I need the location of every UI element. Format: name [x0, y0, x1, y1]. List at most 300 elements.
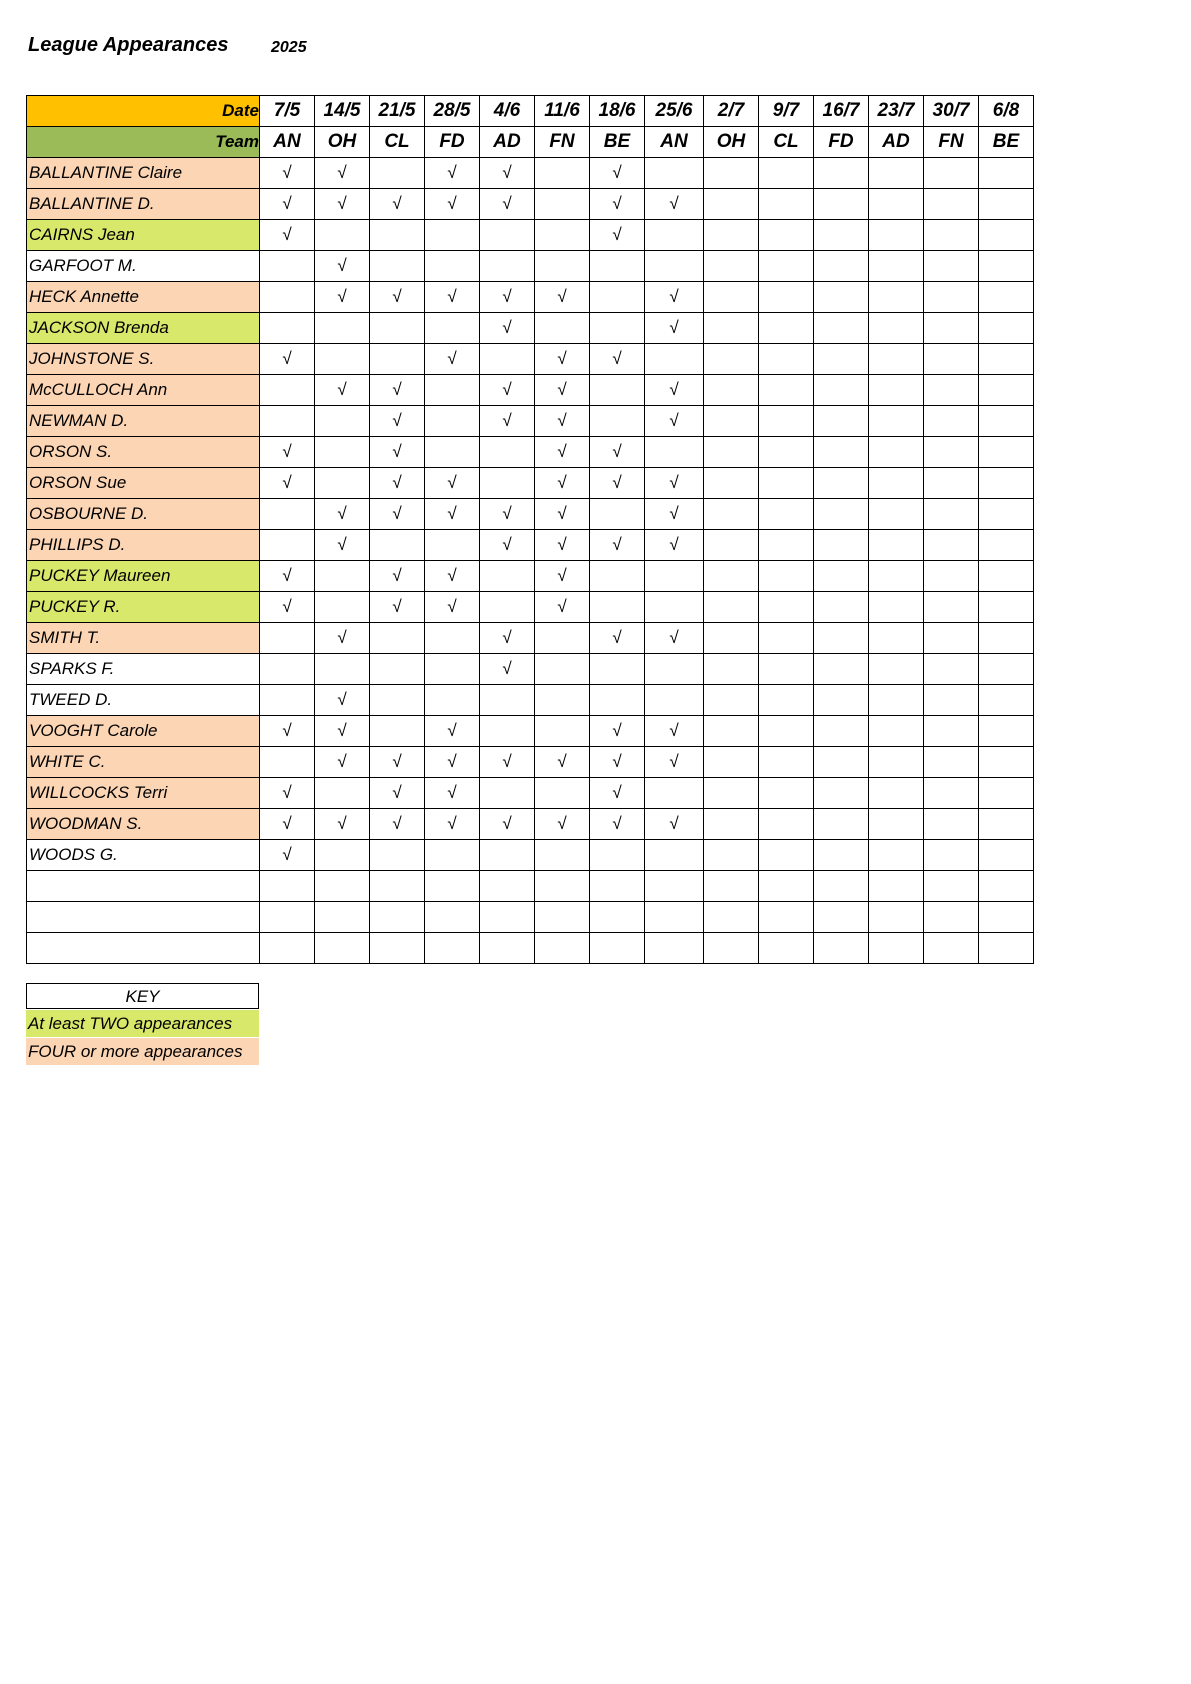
- appearance-empty: [924, 747, 979, 778]
- appearance-empty: [924, 561, 979, 592]
- appearance-empty: [260, 685, 315, 716]
- appearance-empty: [480, 220, 535, 251]
- appearance-tick: √: [260, 778, 315, 809]
- appearance-empty: [814, 716, 869, 747]
- key-four-appearances: FOUR or more appearances: [26, 1038, 259, 1065]
- appearance-tick: √: [370, 375, 425, 406]
- appearance-empty: [979, 840, 1034, 871]
- appearance-empty: [425, 654, 480, 685]
- appearance-empty: [704, 437, 759, 468]
- appearance-tick: √: [425, 344, 480, 375]
- player-row: [27, 685, 1034, 716]
- team-cell: BE: [979, 127, 1034, 158]
- appearance-tick: √: [425, 592, 480, 623]
- appearance-tick: √: [535, 530, 590, 561]
- player-name: PHILLIPS D.: [27, 530, 260, 561]
- appearance-empty: [645, 902, 704, 933]
- player-row: [27, 623, 1034, 654]
- player-row: [27, 747, 1034, 778]
- appearance-empty: [814, 282, 869, 313]
- appearance-tick: √: [480, 375, 535, 406]
- player-name: TWEED D.: [27, 685, 260, 716]
- appearance-tick: √: [425, 809, 480, 840]
- appearance-empty: [370, 716, 425, 747]
- appearance-empty: [759, 809, 814, 840]
- player-name: CAIRNS Jean: [27, 220, 260, 251]
- appearance-empty: [645, 840, 704, 871]
- player-name: SPARKS F.: [27, 654, 260, 685]
- appearance-empty: [924, 871, 979, 902]
- player-row: [27, 406, 1034, 437]
- appearance-empty: [814, 933, 869, 964]
- appearance-empty: [315, 468, 370, 499]
- appearance-empty: [590, 685, 645, 716]
- appearance-empty: [315, 220, 370, 251]
- appearance-empty: [480, 933, 535, 964]
- appearance-empty: [869, 220, 924, 251]
- appearance-empty: [704, 313, 759, 344]
- appearance-empty: [979, 592, 1034, 623]
- appearance-empty: [814, 468, 869, 499]
- appearance-empty: [924, 468, 979, 499]
- appearance-empty: [645, 654, 704, 685]
- appearance-empty: [645, 778, 704, 809]
- appearance-empty: [924, 344, 979, 375]
- appearance-empty: [979, 747, 1034, 778]
- appearance-empty: [869, 809, 924, 840]
- appearance-empty: [814, 654, 869, 685]
- appearance-tick: √: [260, 840, 315, 871]
- team-cell: AN: [645, 127, 704, 158]
- appearance-tick: √: [590, 344, 645, 375]
- appearance-tick: √: [260, 716, 315, 747]
- appearance-empty: [979, 282, 1034, 313]
- appearance-empty: [979, 220, 1034, 251]
- appearance-empty: [590, 251, 645, 282]
- appearance-empty: [814, 189, 869, 220]
- appearance-tick: √: [260, 809, 315, 840]
- appearance-tick: √: [645, 313, 704, 344]
- player-row: [27, 778, 1034, 809]
- appearance-empty: [924, 158, 979, 189]
- appearance-empty: [869, 251, 924, 282]
- date-label: Date: [27, 96, 260, 127]
- appearance-empty: [979, 313, 1034, 344]
- appearance-empty: [869, 592, 924, 623]
- appearance-tick: √: [480, 282, 535, 313]
- appearance-empty: [370, 158, 425, 189]
- appearance-tick: √: [425, 189, 480, 220]
- appearance-tick: √: [480, 809, 535, 840]
- appearance-empty: [704, 375, 759, 406]
- player-row: [27, 716, 1034, 747]
- appearance-empty: [704, 840, 759, 871]
- appearance-empty: [814, 809, 869, 840]
- appearance-empty: [759, 158, 814, 189]
- date-cell: 7/5: [260, 96, 315, 127]
- player-name: WOODS G.: [27, 840, 260, 871]
- appearance-empty: [924, 251, 979, 282]
- appearance-empty: [869, 344, 924, 375]
- team-cell: BE: [590, 127, 645, 158]
- appearance-empty: [590, 933, 645, 964]
- appearance-empty: [704, 406, 759, 437]
- appearance-empty: [590, 902, 645, 933]
- player-row: [27, 282, 1034, 313]
- appearance-empty: [535, 871, 590, 902]
- date-cell: 4/6: [480, 96, 535, 127]
- appearance-tick: √: [370, 592, 425, 623]
- team-cell: FD: [425, 127, 480, 158]
- appearance-empty: [590, 561, 645, 592]
- year-label: 2025: [271, 39, 307, 56]
- appearance-empty: [370, 344, 425, 375]
- appearance-empty: [480, 561, 535, 592]
- appearance-empty: [759, 468, 814, 499]
- appearance-empty: [759, 778, 814, 809]
- player-name: [27, 902, 260, 933]
- player-row: [27, 468, 1034, 499]
- appearance-empty: [759, 499, 814, 530]
- appearance-empty: [759, 747, 814, 778]
- appearance-empty: [759, 685, 814, 716]
- appearance-empty: [869, 282, 924, 313]
- appearance-empty: [979, 716, 1034, 747]
- appearance-tick: √: [315, 530, 370, 561]
- appearance-empty: [535, 189, 590, 220]
- appearance-empty: [924, 530, 979, 561]
- appearance-empty: [425, 220, 480, 251]
- appearance-empty: [645, 592, 704, 623]
- appearance-empty: [924, 406, 979, 437]
- appearance-empty: [535, 220, 590, 251]
- player-row: [27, 809, 1034, 840]
- player-name: VOOGHT Carole: [27, 716, 260, 747]
- appearance-tick: √: [480, 623, 535, 654]
- appearance-empty: [869, 561, 924, 592]
- appearance-empty: [979, 902, 1034, 933]
- appearance-empty: [315, 654, 370, 685]
- appearance-empty: [260, 871, 315, 902]
- appearance-empty: [814, 902, 869, 933]
- appearance-empty: [924, 437, 979, 468]
- appearance-empty: [315, 902, 370, 933]
- appearance-tick: √: [590, 189, 645, 220]
- appearance-tick: √: [480, 654, 535, 685]
- appearance-empty: [869, 685, 924, 716]
- appearance-empty: [869, 437, 924, 468]
- appearance-empty: [370, 840, 425, 871]
- appearance-empty: [480, 344, 535, 375]
- appearance-empty: [535, 623, 590, 654]
- player-name: BALLANTINE D.: [27, 189, 260, 220]
- player-row: [27, 840, 1034, 871]
- appearance-empty: [645, 220, 704, 251]
- appearance-empty: [590, 871, 645, 902]
- appearance-empty: [315, 344, 370, 375]
- appearance-tick: √: [370, 778, 425, 809]
- appearance-empty: [704, 530, 759, 561]
- appearance-tick: √: [370, 406, 425, 437]
- appearance-empty: [759, 871, 814, 902]
- appearance-tick: √: [645, 499, 704, 530]
- appearance-empty: [869, 840, 924, 871]
- appearance-empty: [979, 189, 1034, 220]
- appearance-empty: [260, 530, 315, 561]
- appearance-empty: [370, 871, 425, 902]
- appearance-empty: [315, 933, 370, 964]
- appearance-tick: √: [535, 561, 590, 592]
- appearance-empty: [260, 313, 315, 344]
- player-name: PUCKEY R.: [27, 592, 260, 623]
- appearance-empty: [535, 654, 590, 685]
- team-cell: AD: [869, 127, 924, 158]
- appearance-empty: [869, 530, 924, 561]
- date-cell: 9/7: [759, 96, 814, 127]
- appearance-empty: [370, 251, 425, 282]
- player-name: [27, 871, 260, 902]
- appearance-tick: √: [535, 344, 590, 375]
- appearance-tick: √: [425, 468, 480, 499]
- appearance-empty: [645, 158, 704, 189]
- appearance-tick: √: [590, 158, 645, 189]
- appearance-tick: √: [315, 623, 370, 654]
- appearance-empty: [814, 561, 869, 592]
- appearance-empty: [924, 592, 979, 623]
- appearance-empty: [260, 654, 315, 685]
- key-two-appearances: At least TWO appearances: [26, 1010, 259, 1037]
- appearance-empty: [979, 344, 1034, 375]
- appearance-empty: [869, 778, 924, 809]
- appearance-empty: [315, 840, 370, 871]
- appearance-empty: [645, 933, 704, 964]
- appearance-empty: [759, 561, 814, 592]
- team-cell: AD: [480, 127, 535, 158]
- appearance-empty: [924, 840, 979, 871]
- appearance-empty: [924, 933, 979, 964]
- appearance-empty: [704, 685, 759, 716]
- appearance-empty: [704, 654, 759, 685]
- appearance-empty: [869, 313, 924, 344]
- appearance-empty: [480, 592, 535, 623]
- appearance-empty: [370, 623, 425, 654]
- appearance-empty: [704, 251, 759, 282]
- appearance-empty: [704, 747, 759, 778]
- appearance-tick: √: [645, 716, 704, 747]
- appearance-tick: √: [260, 344, 315, 375]
- appearance-tick: √: [645, 530, 704, 561]
- appearance-tick: √: [370, 282, 425, 313]
- appearance-empty: [480, 902, 535, 933]
- appearance-empty: [370, 313, 425, 344]
- appearance-empty: [260, 406, 315, 437]
- appearance-empty: [645, 561, 704, 592]
- appearance-empty: [704, 716, 759, 747]
- appearance-empty: [979, 809, 1034, 840]
- appearance-tick: √: [535, 437, 590, 468]
- appearance-empty: [704, 220, 759, 251]
- appearance-empty: [759, 716, 814, 747]
- appearance-empty: [924, 499, 979, 530]
- appearance-tick: √: [425, 716, 480, 747]
- appearance-empty: [590, 592, 645, 623]
- appearance-empty: [924, 375, 979, 406]
- appearance-empty: [924, 623, 979, 654]
- appearance-empty: [704, 561, 759, 592]
- appearance-tick: √: [645, 747, 704, 778]
- appearance-empty: [869, 189, 924, 220]
- appearance-tick: √: [315, 189, 370, 220]
- player-name: GARFOOT M.: [27, 251, 260, 282]
- player-name: BALLANTINE Claire: [27, 158, 260, 189]
- appearance-empty: [480, 251, 535, 282]
- player-row: [27, 220, 1034, 251]
- player-name: OSBOURNE D.: [27, 499, 260, 530]
- appearance-empty: [704, 933, 759, 964]
- appearance-tick: √: [315, 499, 370, 530]
- appearance-empty: [924, 654, 979, 685]
- page-title: League Appearances: [28, 34, 229, 56]
- appearance-empty: [535, 778, 590, 809]
- appearance-tick: √: [590, 220, 645, 251]
- appearance-empty: [759, 313, 814, 344]
- player-row: [27, 189, 1034, 220]
- appearance-empty: [535, 158, 590, 189]
- appearance-empty: [979, 871, 1034, 902]
- date-cell: 25/6: [645, 96, 704, 127]
- date-cell: 18/6: [590, 96, 645, 127]
- appearance-empty: [425, 902, 480, 933]
- appearance-tick: √: [590, 747, 645, 778]
- appearance-empty: [814, 499, 869, 530]
- appearance-tick: √: [590, 623, 645, 654]
- appearance-empty: [759, 282, 814, 313]
- appearance-tick: √: [260, 592, 315, 623]
- appearance-empty: [370, 685, 425, 716]
- appearance-tick: √: [590, 778, 645, 809]
- appearance-tick: √: [535, 406, 590, 437]
- appearance-empty: [979, 654, 1034, 685]
- appearance-tick: √: [370, 468, 425, 499]
- appearance-empty: [759, 437, 814, 468]
- appearance-tick: √: [535, 747, 590, 778]
- appearance-empty: [704, 189, 759, 220]
- appearance-empty: [425, 313, 480, 344]
- key-title: KEY: [26, 983, 259, 1009]
- date-cell: 11/6: [535, 96, 590, 127]
- appearance-tick: √: [535, 499, 590, 530]
- player-row: [27, 251, 1034, 282]
- appearance-tick: √: [590, 809, 645, 840]
- appearance-empty: [535, 902, 590, 933]
- player-name: SMITH T.: [27, 623, 260, 654]
- appearance-empty: [370, 902, 425, 933]
- appearance-empty: [924, 809, 979, 840]
- appearance-tick: √: [590, 437, 645, 468]
- appearance-empty: [425, 530, 480, 561]
- appearance-empty: [759, 530, 814, 561]
- team-cell: FD: [814, 127, 869, 158]
- appearance-empty: [869, 902, 924, 933]
- appearance-empty: [979, 530, 1034, 561]
- appearance-empty: [535, 685, 590, 716]
- appearance-empty: [814, 592, 869, 623]
- appearance-empty: [979, 251, 1034, 282]
- team-header-row: [27, 127, 1034, 158]
- appearance-tick: √: [370, 437, 425, 468]
- appearance-empty: [869, 623, 924, 654]
- appearance-tick: √: [425, 158, 480, 189]
- appearance-empty: [979, 561, 1034, 592]
- appearance-empty: [260, 499, 315, 530]
- player-name: HECK Annette: [27, 282, 260, 313]
- date-header-row: [27, 96, 1034, 127]
- team-cell: FN: [924, 127, 979, 158]
- appearance-tick: √: [535, 282, 590, 313]
- team-cell: CL: [370, 127, 425, 158]
- appearance-empty: [979, 933, 1034, 964]
- appearance-tick: √: [535, 809, 590, 840]
- date-cell: 16/7: [814, 96, 869, 127]
- appearance-tick: √: [645, 468, 704, 499]
- appearance-tick: √: [535, 592, 590, 623]
- appearance-empty: [370, 933, 425, 964]
- appearance-empty: [480, 840, 535, 871]
- appearance-empty: [535, 716, 590, 747]
- appearance-empty: [645, 251, 704, 282]
- player-row: [27, 561, 1034, 592]
- appearance-empty: [704, 871, 759, 902]
- appearance-tick: √: [260, 220, 315, 251]
- appearance-empty: [315, 437, 370, 468]
- appearance-empty: [645, 344, 704, 375]
- appearance-tick: √: [370, 189, 425, 220]
- date-cell: 30/7: [924, 96, 979, 127]
- team-cell: FN: [535, 127, 590, 158]
- appearance-empty: [869, 747, 924, 778]
- appearance-empty: [814, 344, 869, 375]
- appearance-tick: √: [370, 499, 425, 530]
- appearance-empty: [869, 468, 924, 499]
- player-row: [27, 499, 1034, 530]
- appearance-tick: √: [260, 468, 315, 499]
- appearance-empty: [704, 592, 759, 623]
- appearance-empty: [924, 313, 979, 344]
- player-name: ORSON Sue: [27, 468, 260, 499]
- player-name: [27, 933, 260, 964]
- appearance-empty: [759, 623, 814, 654]
- appearance-tick: √: [315, 251, 370, 282]
- appearance-empty: [704, 778, 759, 809]
- player-row: [27, 592, 1034, 623]
- player-name: NEWMAN D.: [27, 406, 260, 437]
- appearance-tick: √: [370, 809, 425, 840]
- appearance-empty: [590, 499, 645, 530]
- player-name: McCULLOCH Ann: [27, 375, 260, 406]
- appearance-tick: √: [480, 189, 535, 220]
- appearance-empty: [924, 685, 979, 716]
- appearance-tick: √: [535, 375, 590, 406]
- appearance-empty: [704, 499, 759, 530]
- appearance-tick: √: [425, 747, 480, 778]
- appearance-empty: [425, 375, 480, 406]
- appearance-tick: √: [425, 561, 480, 592]
- appearance-empty: [480, 685, 535, 716]
- appearance-empty: [315, 561, 370, 592]
- player-row: [27, 437, 1034, 468]
- appearance-empty: [704, 282, 759, 313]
- appearance-tick: √: [645, 406, 704, 437]
